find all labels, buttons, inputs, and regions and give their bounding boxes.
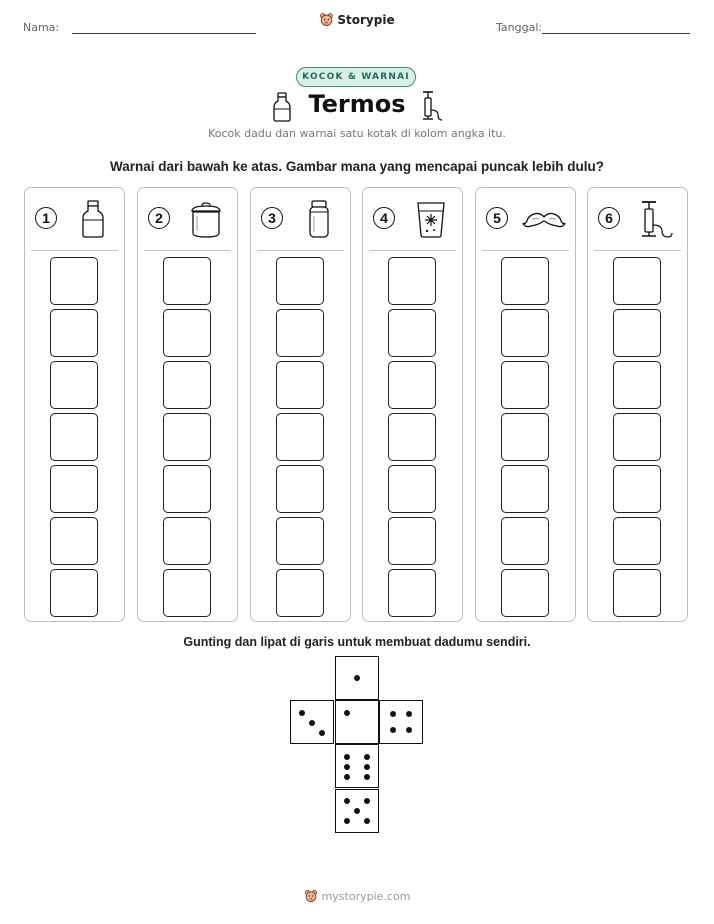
coloring-box[interactable] <box>276 517 324 565</box>
coloring-box[interactable] <box>163 257 211 305</box>
coloring-box[interactable] <box>613 361 661 409</box>
jar-icon <box>297 199 341 239</box>
coloring-box[interactable] <box>50 257 98 305</box>
die-net <box>290 656 424 834</box>
storypie-mascot-icon <box>304 889 318 903</box>
coloring-box[interactable] <box>613 257 661 305</box>
coloring-box[interactable] <box>276 413 324 461</box>
column-5 <box>475 187 576 622</box>
canister-icon <box>184 199 228 239</box>
column-number: 2 <box>148 207 170 229</box>
coloring-box[interactable] <box>613 465 661 513</box>
coloring-box[interactable] <box>50 569 98 617</box>
footer <box>0 888 714 907</box>
coloring-box[interactable] <box>501 517 549 565</box>
coloring-box[interactable] <box>388 257 436 305</box>
coloring-box[interactable] <box>163 413 211 461</box>
coloring-box[interactable] <box>501 465 549 513</box>
column-2 <box>137 187 238 622</box>
page-subtitle: Kocok dadu dan warnai satu kotak di kolom angka itu. <box>208 127 506 140</box>
brand-name: Storypie <box>337 12 395 27</box>
milk-bottle-icon <box>71 199 115 239</box>
column-3 <box>250 187 351 622</box>
coloring-box[interactable] <box>501 309 549 357</box>
coloring-box[interactable] <box>50 361 98 409</box>
coloring-box[interactable] <box>163 569 211 617</box>
storypie-mascot-icon <box>319 12 334 27</box>
coloring-box[interactable] <box>276 361 324 409</box>
coloring-box[interactable] <box>163 309 211 357</box>
coloring-box[interactable] <box>501 413 549 461</box>
column-1 <box>24 187 125 622</box>
column-number: 1 <box>35 207 57 229</box>
coloring-box[interactable] <box>501 569 549 617</box>
die-face-3 <box>290 700 334 744</box>
coloring-box[interactable] <box>50 465 98 513</box>
activity-badge: KOCOK & WARNAI <box>296 67 416 87</box>
name-label: Nama: <box>23 21 60 34</box>
ice-glass-icon <box>409 199 453 239</box>
coloring-box[interactable] <box>613 569 661 617</box>
coloring-box[interactable] <box>613 413 661 461</box>
die-face-6 <box>335 744 379 788</box>
coloring-box[interactable] <box>388 413 436 461</box>
coloring-box[interactable] <box>388 361 436 409</box>
column-6 <box>587 187 688 622</box>
brand-logo <box>0 12 714 31</box>
name-line[interactable] <box>72 33 256 34</box>
die-face-5 <box>335 789 379 833</box>
coloring-box[interactable] <box>50 413 98 461</box>
die-face-4 <box>379 700 423 744</box>
cut-instruction: Gunting dan lipat di garis untuk membuat dadumu sendiri. <box>183 635 531 649</box>
date-line[interactable] <box>542 33 690 34</box>
footer-url[interactable]: mystorypie.com <box>321 889 411 903</box>
coloring-box[interactable] <box>501 257 549 305</box>
coloring-box[interactable] <box>613 309 661 357</box>
column-number: 3 <box>261 207 283 229</box>
column-number: 4 <box>373 207 395 229</box>
coloring-box[interactable] <box>501 361 549 409</box>
die-face-1 <box>335 656 379 700</box>
coloring-box[interactable] <box>388 309 436 357</box>
air-pump-icon <box>634 199 678 239</box>
coloring-box[interactable] <box>276 569 324 617</box>
die-face-1 <box>335 700 379 744</box>
coloring-box[interactable] <box>388 517 436 565</box>
coloring-box[interactable] <box>50 517 98 565</box>
air-pump-icon <box>420 90 444 122</box>
coloring-box[interactable] <box>276 257 324 305</box>
coloring-box[interactable] <box>163 465 211 513</box>
coloring-box[interactable] <box>388 569 436 617</box>
coloring-box[interactable] <box>163 517 211 565</box>
page-title: Termos <box>308 90 406 118</box>
coloring-box[interactable] <box>163 361 211 409</box>
coloring-box[interactable] <box>613 517 661 565</box>
coloring-box[interactable] <box>276 465 324 513</box>
column-4 <box>362 187 463 622</box>
coloring-box[interactable] <box>388 465 436 513</box>
coloring-instruction: Warnai dari bawah ke atas. Gambar mana yang mencapai puncak lebih dulu? <box>110 159 604 174</box>
coloring-box[interactable] <box>276 309 324 357</box>
date-label: Tanggal: <box>496 21 543 34</box>
column-number: 6 <box>598 207 620 229</box>
coloring-box[interactable] <box>50 309 98 357</box>
mustache-icon <box>522 199 566 239</box>
column-number: 5 <box>486 207 508 229</box>
